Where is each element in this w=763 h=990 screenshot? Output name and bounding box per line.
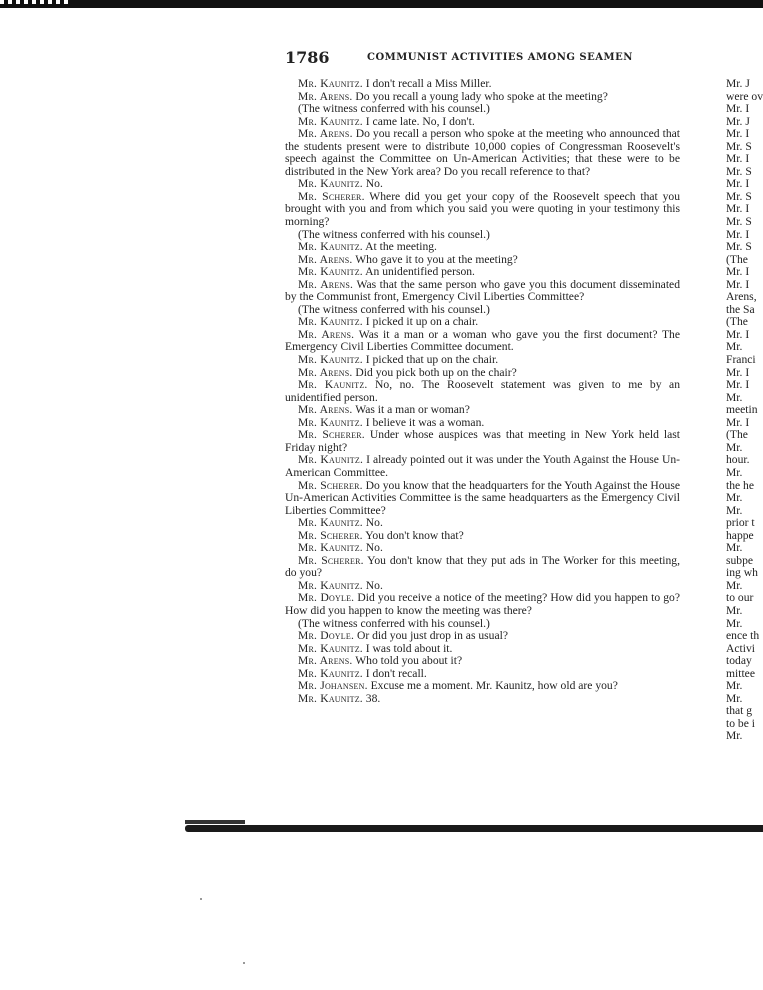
page-number: 1786	[285, 48, 330, 67]
transcript-body	[285, 78, 680, 705]
adjacent-page-line: to be i	[726, 716, 755, 730]
paragraph-text: Who gave it to you at the meeting?	[352, 252, 518, 266]
adjacent-page-line: Mr. I	[726, 127, 750, 141]
speaker-name: Mr. Johansen.	[298, 679, 368, 693]
paragraph-text: I picked it up on a chair.	[362, 315, 479, 329]
top-border-bar	[0, 0, 763, 8]
speaker-name: Mr. Scherer.	[298, 478, 363, 492]
paragraph-text: No.	[362, 516, 383, 530]
paragraph-text: You don't know that?	[362, 528, 464, 542]
running-title: COMMUNIST ACTIVITIES AMONG SEAMEN	[367, 52, 633, 63]
paragraph-text: (The witness conferred with his counsel.)	[298, 227, 490, 241]
transcript-paragraph	[285, 555, 680, 580]
speaker-name: Mr. Kaunitz.	[298, 353, 363, 367]
paragraph-text: (The witness conferred with his counsel.)	[298, 616, 490, 630]
transcript-paragraph	[285, 693, 680, 706]
speaker-name: Mr. Kaunitz.	[298, 177, 363, 191]
speaker-name: Mr. Arens.	[298, 252, 353, 266]
paragraph-text: No, no. The Roosevelt statement was given to me by an unidentified person.	[285, 378, 680, 404]
transcript-paragraph	[285, 592, 680, 617]
speaker-name: Mr. Kaunitz.	[298, 641, 363, 655]
paragraph-text: You don't know that they put ads in The Worker for this meeting, do you?	[285, 553, 681, 580]
paragraph-text: Was it a man or woman?	[352, 403, 470, 417]
paragraph-text: Do you know that the headquarters for the Youth Against the House Un-American Activities Committee is the same headquarters as the Emergency Civil Liberties Committee?	[285, 478, 681, 517]
paragraph-text: Do you recall a young lady who spoke at the meeting?	[352, 89, 608, 103]
paragraph-text: (The witness conferred with his counsel.)	[298, 302, 490, 316]
adjacent-page-line: Mr. I	[726, 365, 750, 379]
transcript-paragraph	[285, 429, 680, 454]
adjacent-page-line: Mr. J	[726, 78, 750, 90]
adjacent-page-line: Mr. I	[726, 152, 750, 166]
speaker-name: Mr. Kaunitz.	[298, 378, 368, 392]
page-header	[285, 48, 705, 70]
paragraph-text: Excuse me a moment. Mr. Kaunitz, how old are you?	[367, 679, 618, 693]
speaker-name: Mr. Arens.	[298, 365, 353, 379]
adjacent-page-line: (The	[726, 315, 748, 329]
paragraph-text: Did you pick both up on the chair?	[352, 365, 517, 379]
adjacent-page-line: Mr.	[726, 491, 743, 505]
paragraph-text: I already pointed out it was under the Youth Against the House Un-American Committee.	[285, 453, 680, 479]
paragraph-text: No.	[362, 541, 383, 555]
adjacent-page-line: Activi	[726, 641, 755, 655]
speaker-name: Mr. Kaunitz.	[298, 453, 364, 467]
adjacent-page-line: Mr. I	[726, 102, 750, 116]
speaker-name: Mr. Kaunitz.	[298, 578, 363, 592]
bottom-rule	[185, 825, 763, 832]
paragraph-text: I came late. No, I don't.	[362, 114, 475, 128]
paragraph-text: Was it a man or a woman who gave you the first document? The Emergency Civil Liberties Committee document.	[285, 327, 680, 354]
adjacent-page-line: meetin	[726, 403, 758, 417]
adjacent-page-line: that g	[726, 704, 753, 718]
adjacent-page-line: to our	[726, 591, 754, 605]
adjacent-page-line: ing wh	[726, 566, 758, 580]
paragraph-text: 38.	[362, 691, 381, 705]
adjacent-page-line: the he	[726, 478, 755, 492]
transcript-paragraph	[285, 128, 680, 178]
adjacent-page-line: Mr. I	[726, 327, 750, 341]
adjacent-page-line: Mr. S	[726, 189, 752, 203]
transcript-paragraph	[285, 191, 680, 229]
speaker-name: Mr. Kaunitz.	[298, 691, 363, 705]
adjacent-page-line: today	[726, 654, 752, 668]
adjacent-page-line: Mr.	[726, 616, 743, 630]
transcript-paragraph	[285, 329, 680, 354]
paragraph-text: I don't recall a Miss Miller.	[362, 77, 492, 90]
adjacent-page-line: Mr. I	[726, 277, 750, 291]
transcript-paragraph	[285, 279, 680, 304]
adjacent-page-line: Mr. S	[726, 240, 752, 254]
speaker-name: Mr. Arens.	[298, 403, 353, 417]
speaker-name: Mr. Scherer.	[298, 428, 365, 442]
adjacent-page-line: mittee	[726, 666, 755, 680]
adjacent-page-line: prior t	[726, 516, 755, 530]
adjacent-page-line: Mr. S	[726, 215, 752, 229]
paragraph-text: An unidentified person.	[362, 265, 475, 279]
adjacent-page-line: Mr. S	[726, 139, 752, 153]
paragraph-text: Or did you just drop in as usual?	[354, 629, 508, 643]
paragraph-text: No.	[362, 177, 383, 191]
speaker-name: Mr. Arens.	[298, 654, 353, 668]
speaker-name: Mr. Kaunitz.	[298, 516, 363, 530]
speaker-name: Mr. Arens.	[298, 277, 354, 291]
speaker-name: Mr. Scherer.	[298, 553, 364, 567]
adjacent-page-line: Mr. S	[726, 164, 752, 178]
adjacent-page-line: Mr. J	[726, 114, 750, 128]
adjacent-page-line: Mr.	[726, 340, 743, 354]
speaker-name: Mr. Scherer.	[298, 528, 363, 542]
speaker-name: Mr. Kaunitz.	[298, 265, 363, 279]
adjacent-page-line: Mr.	[726, 679, 743, 693]
adjacent-page-line: Mr.	[726, 541, 743, 555]
adjacent-page-line: happe	[726, 528, 754, 542]
paragraph-text: Do you recall a person who spoke at the meeting who announced that the students present were to distribute 10,000 copies of Congressman Roosevelt's speech against the Committee on Un-American Activities; that these were to be distributed in the New York area? Do you recall reference to that?	[285, 127, 680, 178]
speaker-name: Mr. Arens.	[298, 327, 355, 341]
transcript-paragraph	[285, 480, 680, 518]
paragraph-text: Where did you get your copy of the Roosevelt speech that you brought with you and from which you said you were quoting in your testimony this morning?	[285, 189, 680, 229]
scan-speck	[243, 962, 245, 964]
adjacent-page-line: (The	[726, 252, 748, 266]
adjacent-page-line: Mr.	[726, 691, 743, 705]
speaker-name: Mr. Doyle.	[298, 591, 355, 605]
speaker-name: Mr. Kaunitz.	[298, 415, 363, 429]
adjacent-page-line: Mr. I	[726, 378, 750, 392]
adjacent-page-line: Mr. I	[726, 227, 750, 241]
speaker-name: Mr. Kaunitz.	[298, 114, 363, 128]
adjacent-page-line: Franci	[726, 353, 756, 367]
adjacent-page-line: Mr. I	[726, 265, 750, 279]
speaker-name: Mr. Arens.	[298, 89, 353, 103]
adjacent-page-line: Mr.	[726, 603, 743, 617]
speaker-name: Mr. Scherer.	[298, 189, 365, 203]
adjacent-page-line: hour.	[726, 453, 750, 467]
top-border-dots	[0, 0, 70, 4]
paragraph-text: I picked that up on the chair.	[362, 353, 499, 367]
adjacent-page-line: (The	[726, 428, 748, 442]
adjacent-page-line: Mr. I	[726, 202, 750, 216]
adjacent-page-line: Mr.	[726, 465, 743, 479]
paragraph-text: Under whose auspices was that meeting in New York held last Friday night?	[285, 428, 680, 454]
transcript-paragraph	[285, 379, 680, 404]
paragraph-text: At the meeting.	[362, 240, 437, 254]
adjacent-page-line: were ov	[726, 89, 763, 103]
scan-speck	[200, 898, 202, 900]
paragraph-text: Who told you about it?	[352, 654, 463, 668]
adjacent-page-line: ence th	[726, 629, 760, 643]
adjacent-page-line: subpe	[726, 553, 754, 567]
transcript-paragraph	[285, 454, 680, 479]
paragraph-text: I don't recall.	[362, 666, 427, 680]
bottom-rule-edge	[185, 820, 245, 824]
speaker-name: Mr. Arens.	[298, 127, 353, 141]
paragraph-text: I believe it was a woman.	[362, 415, 485, 429]
adjacent-page-line: Mr. I	[726, 415, 750, 429]
paragraph-text: Did you receive a notice of the meeting? How did you happen to go? How did you happen to know the meeting was there?	[285, 591, 680, 617]
speaker-name: Mr. Doyle.	[298, 629, 355, 643]
speaker-name: Mr. Kaunitz.	[298, 240, 363, 254]
speaker-name: Mr. Kaunitz.	[298, 541, 363, 555]
adjacent-page-line: Mr.	[726, 440, 743, 454]
adjacent-page-line: Mr.	[726, 503, 743, 517]
adjacent-page-line: Arens,	[726, 290, 757, 304]
adjacent-page-line: Mr.	[726, 578, 743, 592]
adjacent-page-line: Mr.	[726, 390, 743, 404]
adjacent-page-line: Mr. I	[726, 177, 750, 191]
paragraph-text: (The witness conferred with his counsel.)	[298, 102, 490, 116]
speaker-name: Mr. Kaunitz.	[298, 77, 363, 90]
speaker-name: Mr. Kaunitz.	[298, 666, 363, 680]
adjacent-page-column	[726, 78, 763, 743]
adjacent-page-line: Mr.	[726, 729, 743, 743]
speaker-name: Mr. Kaunitz.	[298, 315, 363, 329]
paragraph-text: Was that the same person who gave you this document disseminated by the Communist front, Emergency Civil Liberties Committee?	[285, 277, 680, 304]
paragraph-text: No.	[362, 578, 383, 592]
adjacent-page-line: the Sa	[726, 302, 755, 316]
paragraph-text: I was told about it.	[362, 641, 453, 655]
